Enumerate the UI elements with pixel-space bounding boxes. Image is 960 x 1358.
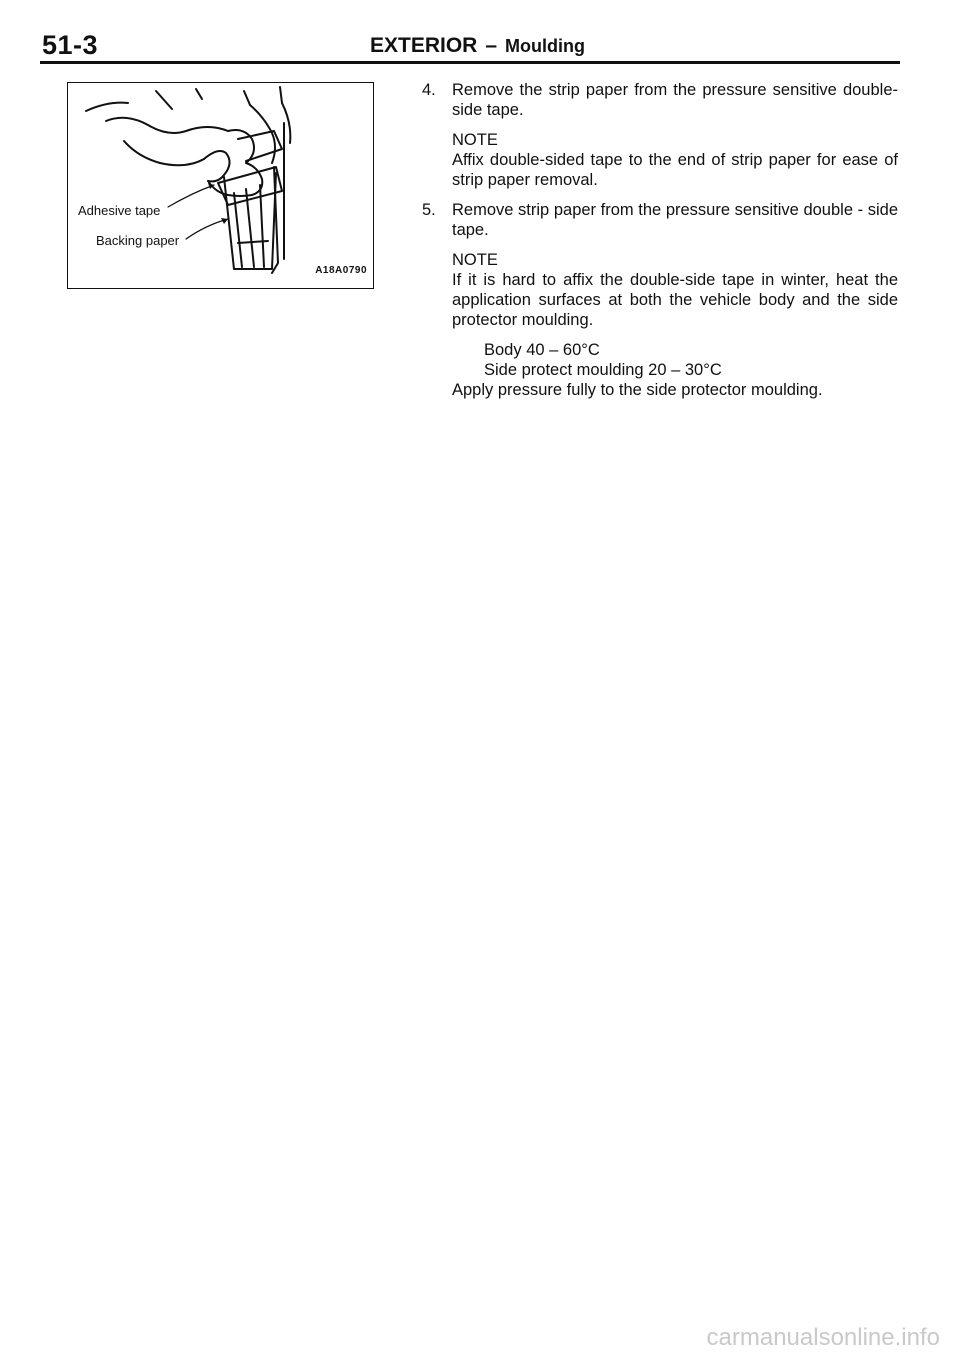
header-rule [40,61,900,64]
step-4 [418,80,898,120]
step-number: 4. [422,81,436,99]
instructions [418,80,898,400]
step-text: Remove strip paper from the pressure sensitive double - side tape. [452,201,898,239]
apply-pressure-text: Apply pressure fully to the side protector moulding. [452,381,823,399]
step-5 [418,200,898,240]
figure-code: A18A0790 [315,265,367,276]
watermark: carmanualsonline.info [706,1324,940,1351]
note-body: If it is hard to affix the double-side tape in winter, heat the application surfaces at both the vehicle body and the side protector moulding. [452,271,898,329]
spec-body-temp: Body 40 – 60°C [484,341,600,359]
note-step-4 [418,130,898,190]
subsection-name: Moulding [505,36,586,56]
step-text: Remove the strip paper from the pressure sensitive double-side tape. [452,81,898,119]
note-heading: NOTE [452,251,498,269]
step-number: 5. [422,201,436,219]
spec-moulding-temp: Side protect moulding 20 – 30°C [484,361,722,379]
title-separator: – [485,34,498,57]
adhesive-tape-label: Adhesive tape [78,203,161,218]
section-title [370,34,585,58]
note-body: Affix double-sided tape to the end of strip paper for ease of strip paper removal. [452,151,898,189]
page-number: 51-3 [42,30,99,60]
section-name: EXTERIOR [370,34,478,57]
note-step-5 [418,250,898,330]
backing-paper-label: Backing paper [96,233,180,248]
illustration-figure [67,82,374,289]
hand-tape-illustration [68,83,375,290]
note-heading: NOTE [452,131,498,149]
